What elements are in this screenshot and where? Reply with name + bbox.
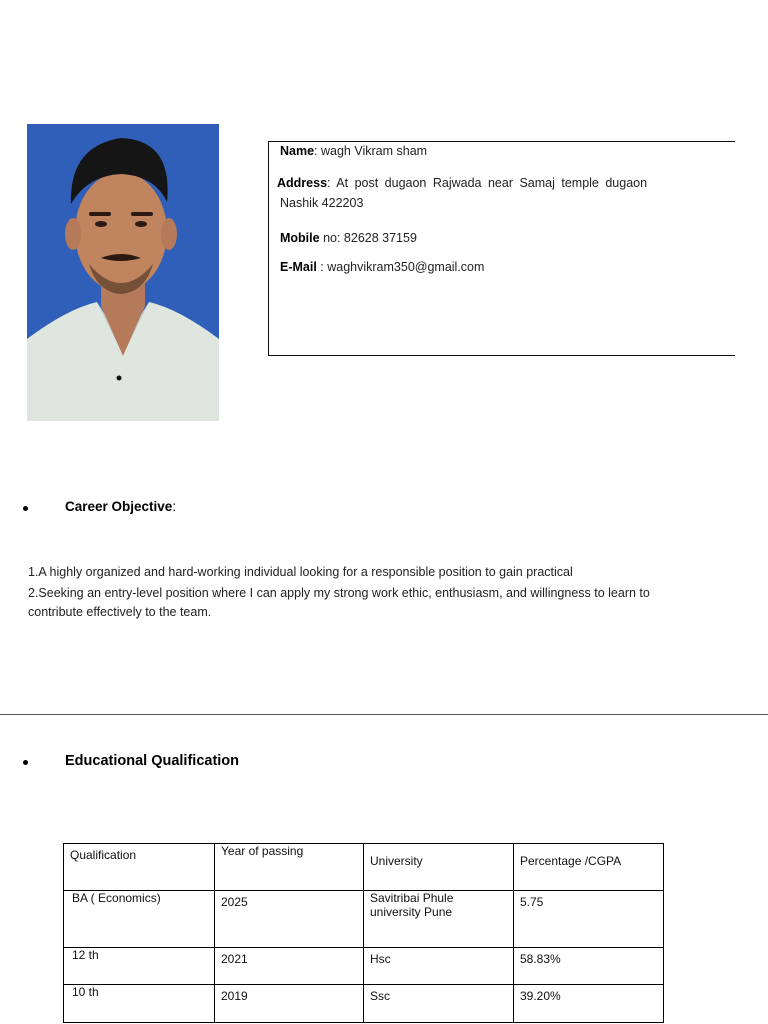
column-header: University [364, 844, 514, 891]
table-cell: Ssc [364, 985, 514, 1023]
mobile-value: no: 82628 37159 [319, 231, 417, 245]
table-cell: Savitribai Phule university Pune [364, 891, 514, 948]
column-header: Percentage /CGPA [514, 844, 664, 891]
email-label: E-Mail [280, 260, 317, 274]
address-line-2: Nashik 422203 [280, 196, 364, 210]
address-line [277, 175, 647, 191]
table-cell: 5.75 [514, 891, 664, 948]
table-cell: 39.20% [514, 985, 664, 1023]
bullet-icon [23, 506, 28, 511]
table-cell: 2021 [215, 948, 364, 985]
bullet-icon [23, 760, 28, 765]
objective-line-1: 1.A highly organized and hard-working individual looking for a responsible position to gain practical [28, 565, 573, 579]
table-header-row [64, 844, 664, 891]
mobile-line [280, 230, 417, 246]
table-cell: 2025 [215, 891, 364, 948]
career-objective-heading [65, 499, 176, 514]
objective-line-3: contribute effectively to the team. [28, 605, 212, 619]
education-heading: Educational Qualification [65, 753, 240, 769]
objective-line-2: 2.Seeking an entry-level position where I can apply my strong work ethic, enthusiasm, and willingness to learn to [28, 586, 650, 600]
career-heading-suffix: : [172, 499, 177, 514]
table-row [64, 948, 664, 985]
profile-photo [27, 124, 219, 421]
career-heading-text: Career Objective [65, 499, 173, 514]
section-divider [0, 714, 768, 715]
table-cell: BA ( Economics) [64, 891, 215, 948]
table-row [64, 985, 664, 1023]
column-header: Qualification [64, 844, 215, 891]
contact-info-box [268, 141, 735, 356]
name-value: : wagh Vikram sham [314, 144, 428, 158]
table-cell: 10 th [64, 985, 215, 1023]
table-cell: 58.83% [514, 948, 664, 985]
table-row [64, 891, 664, 948]
column-header: Year of passing [215, 844, 364, 891]
email-line [280, 259, 484, 275]
email-value: : waghvikram350@gmail.com [316, 260, 485, 274]
table-cell: 2019 [215, 985, 364, 1023]
name-label: Name [280, 144, 315, 158]
table-cell: Hsc [364, 948, 514, 985]
mobile-label: Mobile [280, 231, 320, 245]
table-cell: 12 th [64, 948, 215, 985]
name-line [280, 143, 427, 159]
education-table [63, 843, 664, 1023]
address-value: : At post dugaon Rajwada near Samaj temple dugaon [327, 176, 648, 190]
address-label: Address [277, 176, 328, 190]
